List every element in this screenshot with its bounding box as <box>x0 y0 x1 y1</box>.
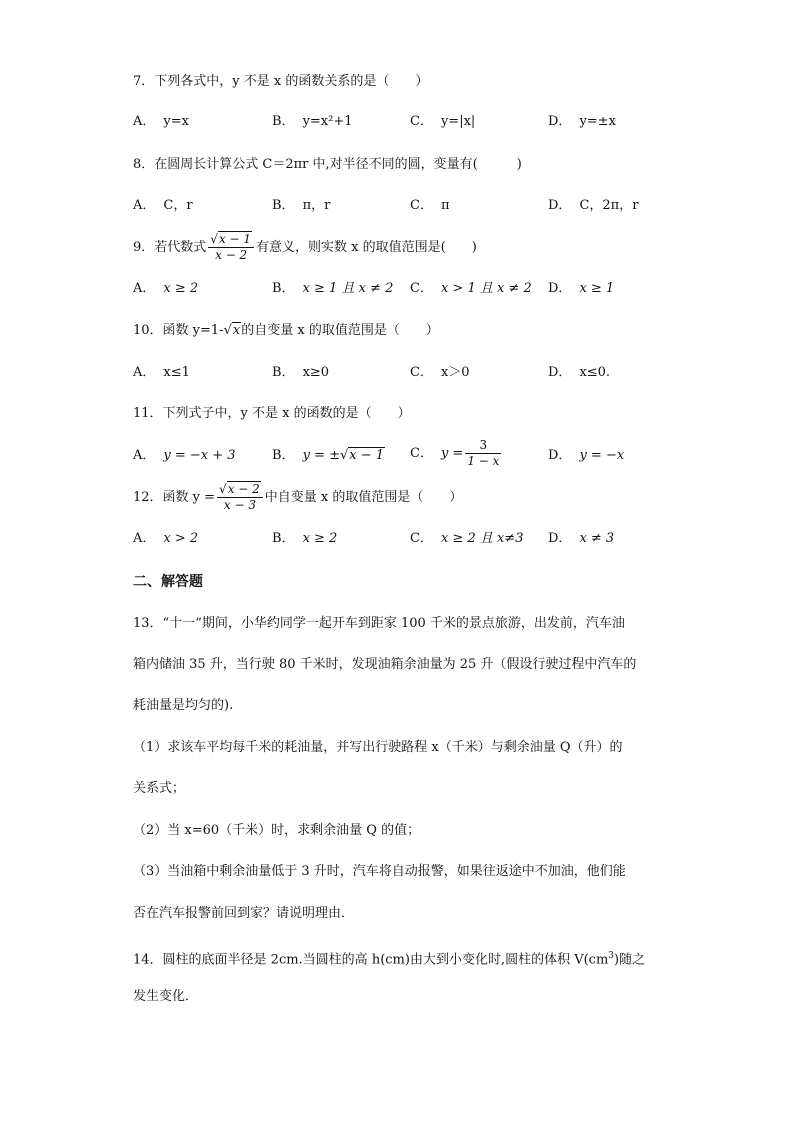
option-letter: B． <box>272 114 295 129</box>
option-text: y = <box>440 446 464 461</box>
fraction <box>217 482 263 513</box>
option-text: x≤1 <box>163 365 190 380</box>
question-12-stem <box>133 482 462 513</box>
sqrt-expression: √x − 1 <box>210 232 252 246</box>
option-a <box>133 446 236 466</box>
question-12-options <box>133 529 653 549</box>
option-letter: D． <box>548 198 572 213</box>
question-14-line-2: 发生变化． <box>133 989 199 1004</box>
question-11-stem: 11．下列式子中，y 不是 x 的函数的是（ ） <box>133 406 411 421</box>
option-a <box>133 112 189 132</box>
option-a <box>133 363 190 383</box>
option-letter: B． <box>272 281 295 296</box>
option-text: π，r <box>302 198 331 213</box>
stem-tail: 中自变量 x 的取值范围是（ ） <box>264 490 463 505</box>
option-text: x＞0 <box>440 365 470 380</box>
radicand: x − 2 <box>227 482 260 496</box>
option-text: x≥0 <box>302 365 330 380</box>
option-c <box>410 279 532 299</box>
option-b <box>272 279 393 299</box>
fraction <box>465 438 501 469</box>
question-9-stem <box>133 232 477 263</box>
radicand: x <box>232 323 241 338</box>
question-13-part-3-cont: 否在汽车报警前回到家？请说明理由． <box>133 906 355 921</box>
option-text: y=|x| <box>440 114 476 129</box>
stem-head: 10．函数 y=1- <box>133 323 224 338</box>
option-text: C，2π，r <box>579 198 639 213</box>
question-13-part-1-cont: 关系式； <box>133 781 186 796</box>
option-text: y = −x + 3 <box>163 448 236 463</box>
option-text: y = −x <box>579 448 625 463</box>
option-letter: B． <box>272 448 295 463</box>
option-d <box>548 446 624 466</box>
option-text: x ≥ 1 且 x ≠ 2 <box>302 281 394 296</box>
fraction-denominator: x − 2 <box>215 248 248 262</box>
option-letter: C． <box>410 114 433 129</box>
fraction-numerator: 3 <box>465 438 501 454</box>
option-text: π <box>440 198 450 213</box>
option-text: x > 1 且 x ≠ 2 <box>440 281 532 296</box>
option-letter: D． <box>548 281 572 296</box>
option-c <box>410 529 523 549</box>
option-b <box>272 363 329 383</box>
question-13-line-1: 13．“十一”期间，小华约同学一起开车到距家 100 千米的景点旅游，出发前，汽车油 <box>133 616 625 631</box>
option-c <box>410 196 450 216</box>
radicand: x − 1 <box>349 448 385 463</box>
section-heading: 二、解答题 <box>133 574 203 590</box>
question-9-options <box>133 279 653 299</box>
fraction-numerator <box>208 232 254 248</box>
option-a <box>133 196 193 216</box>
option-c <box>410 438 503 469</box>
superscript: 3 <box>608 951 615 961</box>
option-letter: C． <box>410 198 433 213</box>
option-text: y=±x <box>579 114 616 129</box>
option-letter: A． <box>133 531 156 546</box>
fraction-denominator: x − 3 <box>223 498 256 512</box>
option-c <box>410 112 475 132</box>
option-d <box>548 279 614 299</box>
option-d <box>548 363 610 383</box>
option-text: y=x <box>163 114 189 129</box>
option-d <box>548 196 638 216</box>
option-a <box>133 279 198 299</box>
option-letter: D． <box>548 448 572 463</box>
question-11-options <box>133 438 653 468</box>
stem-head: 12．函数 y = <box>133 490 216 505</box>
question-13-line-2: 箱内储油 35 升，当行驶 80 千米时，发现油箱余油量为 25 升（假设行驶过程中汽车的 <box>133 657 637 672</box>
text-part: 14．圆柱的底面半径是 2cm.当圆柱的高 h(cm)由大到小变化时,圆柱的体积 V(cm <box>133 952 609 968</box>
question-13-part-3: （3）当油箱中剩余油量低于 3 升时，汽车将自动报警，如果往返途中不加油，他们能 <box>133 864 626 879</box>
question-7-options <box>133 112 653 132</box>
stem-tail: 有意义，则实数 x 的取值范围是( ) <box>256 240 477 255</box>
option-text: x≤0. <box>579 365 611 380</box>
sqrt-expression: √x − 2 <box>219 482 260 496</box>
option-text: x ≠ 3 <box>579 531 615 546</box>
sqrt-expression: √x − 1 <box>339 448 385 463</box>
option-letter: B． <box>272 365 295 380</box>
sqrt-expression: √x <box>223 323 241 338</box>
option-letter: C． <box>410 365 433 380</box>
option-letter: C． <box>410 446 433 461</box>
text-part: )随之 <box>614 952 646 968</box>
option-text: y = ± <box>302 448 340 463</box>
radicand: x − 1 <box>218 232 252 246</box>
question-8-stem: 8．在圆周长计算公式 C＝2πr 中,对半径不同的圆，变量有( ) <box>133 157 522 172</box>
fraction-numerator <box>217 482 263 498</box>
fraction-denominator: 1 − x <box>467 454 500 468</box>
option-letter: A． <box>133 448 156 463</box>
option-text: C，r <box>163 198 193 213</box>
question-10-stem <box>133 321 439 341</box>
option-c <box>410 363 470 383</box>
option-text: x ≥ 1 <box>579 281 615 296</box>
option-letter: A． <box>133 281 156 296</box>
question-13-line-3: 耗油量是均匀的). <box>133 698 234 713</box>
question-7-stem: 7．下列各式中，y 不是 x 的函数关系的是（ ） <box>133 74 429 89</box>
stem-head: 9．若代数式 <box>133 240 207 255</box>
option-text: y=x²+1 <box>302 114 353 129</box>
option-letter: C． <box>410 531 433 546</box>
option-b <box>272 196 330 216</box>
option-letter: A． <box>133 114 156 129</box>
option-letter: C． <box>410 281 433 296</box>
fraction <box>208 232 254 263</box>
option-letter: A． <box>133 198 156 213</box>
option-letter: D． <box>548 365 572 380</box>
option-letter: B． <box>272 198 295 213</box>
option-b <box>272 112 353 132</box>
question-13-part-2: （2）当 x=60（千米）时，求剩余油量 Q 的值； <box>133 823 421 838</box>
question-14-line-1 <box>133 946 645 970</box>
option-a <box>133 529 198 549</box>
option-d <box>548 112 616 132</box>
stem-tail: 的自变量 x 的取值范围是（ ） <box>241 323 439 338</box>
question-8-options <box>133 196 653 216</box>
option-d <box>548 529 614 549</box>
option-b <box>272 529 337 549</box>
question-13-part-1: （1）求该车平均每千米的耗油量，并写出行驶路程 x（千米）与剩余油量 Q（升）的 <box>133 740 623 755</box>
option-text: x ≥ 2 且 x≠3 <box>440 531 524 546</box>
option-letter: B． <box>272 531 295 546</box>
option-text: x ≥ 2 <box>302 531 338 546</box>
option-letter: D． <box>548 531 572 546</box>
question-10-options <box>133 363 653 383</box>
option-b <box>272 446 385 466</box>
option-text: x > 2 <box>163 531 199 546</box>
option-text: x ≥ 2 <box>163 281 199 296</box>
option-letter: A． <box>133 365 156 380</box>
option-letter: D． <box>548 114 572 129</box>
